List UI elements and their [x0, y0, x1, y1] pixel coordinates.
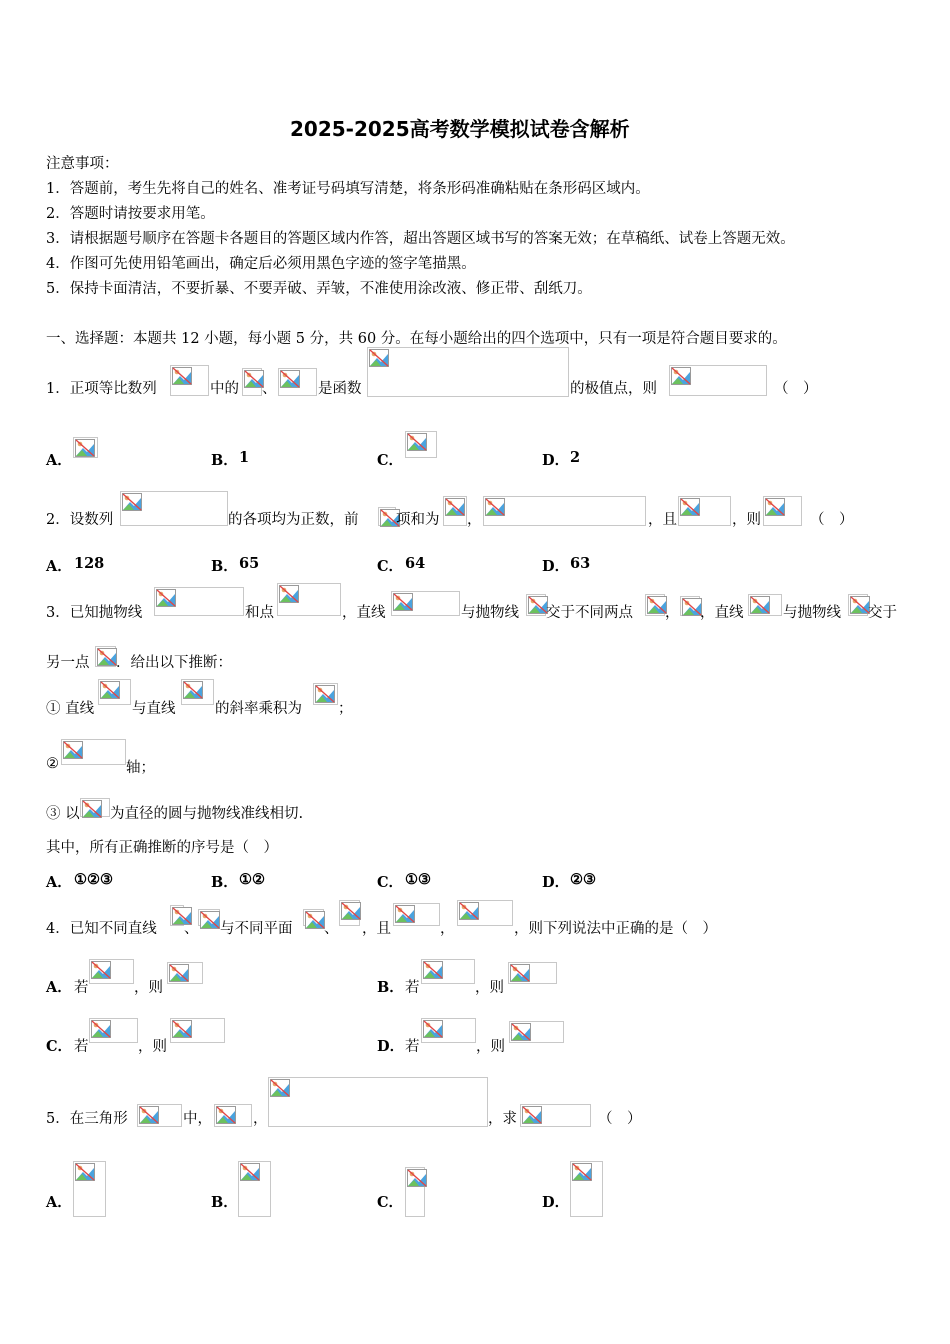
formula-image-icon [95, 646, 116, 667]
option-text: ，则 [134, 980, 163, 996]
q3-text: 和点 [245, 605, 274, 621]
option-label: A． [46, 979, 72, 996]
q4-text: 、 [184, 921, 199, 937]
option-label: D． [542, 874, 570, 891]
formula-image-icon [378, 507, 396, 526]
formula-image-icon [526, 594, 546, 616]
formula-image-icon [405, 431, 437, 458]
formula-image-icon [170, 905, 184, 926]
option-value: ①② [239, 871, 265, 888]
formula-image-icon [73, 1161, 106, 1217]
option-value: 2 [570, 449, 581, 466]
q1-text: 的极值点，则 [570, 381, 657, 397]
formula-image-icon [214, 1104, 252, 1127]
q4-text: 、 [324, 921, 339, 937]
option-label: B． [211, 452, 238, 469]
q3-text: 与抛物线 [783, 605, 841, 621]
q2-text: 的各项均为正数，前 [228, 512, 359, 528]
option-value: ①③ [405, 871, 431, 888]
q3-item-1: 的斜率乘积为 [215, 701, 302, 717]
formula-image-icon [645, 594, 665, 616]
q2-paren: （ ） [810, 512, 854, 528]
formula-image-icon [154, 587, 244, 616]
option-value: 64 [405, 555, 426, 572]
formula-image-icon [303, 909, 324, 926]
formula-image-icon [61, 739, 126, 765]
q3-item-3: 为直径的圆与抛物线准线相切. [110, 806, 304, 822]
q3-item-1: ① 直线 [46, 701, 95, 717]
option-label: C． [377, 558, 404, 575]
formula-image-icon [242, 368, 262, 396]
formula-image-icon [89, 959, 134, 984]
q2-text: ， [467, 512, 482, 528]
formula-image-icon [393, 903, 440, 926]
q3-text: 与抛物线 [461, 605, 519, 621]
formula-image-icon [181, 679, 214, 705]
formula-image-icon [170, 365, 209, 396]
formula-image-icon [421, 959, 475, 984]
q3-text: ，直线 [342, 605, 386, 621]
q5-text: ， [253, 1111, 268, 1127]
formula-image-icon [98, 679, 131, 705]
formula-image-icon [763, 496, 802, 526]
q1-text: 1．正项等比数列 [46, 381, 157, 397]
option-value: 128 [74, 555, 105, 572]
q4-text: ， [440, 921, 455, 937]
option-text: 若 [74, 1039, 89, 1055]
formula-image-icon [80, 798, 110, 817]
option-value: 1 [239, 449, 250, 466]
note-item: 5．保持卡面清洁，不要折暴、不要弄破、弄皱，不准使用涂改液、修正带、刮纸刀。 [46, 281, 592, 297]
option-value: ①②③ [74, 871, 113, 888]
note-item: 2．答题时请按要求用笔。 [46, 206, 215, 222]
note-item: 4．作图可先使用铅笔画出，确定后必须用黑色字迹的签字笔描黑。 [46, 256, 476, 272]
q3-text: 另一点 [46, 655, 90, 671]
option-label: D． [377, 1038, 405, 1055]
formula-image-icon [268, 1077, 488, 1127]
q3-text: 交于 [868, 605, 897, 621]
option-text: 若 [405, 1039, 420, 1055]
formula-image-icon [198, 909, 220, 926]
option-label: D． [542, 452, 570, 469]
formula-image-icon [278, 368, 317, 396]
option-value: 63 [570, 555, 591, 572]
formula-image-icon [483, 496, 646, 526]
formula-image-icon [120, 491, 228, 526]
q3-item-2: 轴； [126, 760, 155, 776]
formula-image-icon [678, 496, 731, 526]
formula-image-icon [680, 596, 700, 616]
formula-image-icon [748, 594, 782, 616]
q1-paren: （ ） [774, 381, 818, 397]
option-label: C． [377, 1194, 404, 1211]
q5-text: 5．在三角形 [46, 1111, 128, 1127]
option-text: 若 [405, 980, 420, 996]
section-heading: 一、选择题：本题共 12 小题，每小题 5 分，共 60 分。在每小题给出的四个选项中，只有一项是符合题目要求的。 [46, 331, 787, 347]
formula-image-icon [367, 347, 569, 397]
q4-text: 4．已知不同直线 [46, 921, 157, 937]
option-label: D． [542, 1194, 570, 1211]
q3-text: 交于不同两点 [546, 605, 633, 621]
q3-item-2: ② [46, 756, 59, 772]
formula-image-icon [137, 1104, 182, 1127]
note-item: 3．请根据题号顺序在答题卡各题目的答题区域内作答，超出答题区域书写的答案无效；在草稿纸、试卷上答题无效。 [46, 231, 795, 247]
option-label: C． [46, 1038, 73, 1055]
formula-image-icon [509, 1021, 564, 1043]
page-title: 2025-2025高考数学模拟试卷含解析 [290, 117, 630, 141]
formula-image-icon [167, 962, 203, 984]
option-label: B． [211, 1194, 238, 1211]
formula-image-icon [73, 437, 98, 458]
q3-item-3: ③ 以 [46, 806, 80, 822]
option-label: C． [377, 874, 404, 891]
option-label: A． [46, 874, 72, 891]
formula-image-icon [89, 1018, 138, 1043]
option-text: 若 [74, 980, 89, 996]
option-label: B． [211, 558, 238, 575]
option-value: ②③ [570, 871, 596, 888]
q3-text: ．给出以下推断： [116, 655, 232, 671]
option-label: A． [46, 452, 72, 469]
q3-text: ， [665, 605, 680, 621]
option-label: A． [46, 1194, 72, 1211]
formula-image-icon [848, 594, 868, 616]
q1-text: 、 [262, 381, 277, 397]
option-label: A． [46, 558, 72, 575]
formula-image-icon [170, 1018, 225, 1043]
q4-text: ，且 [362, 921, 391, 937]
option-text: ，则 [475, 980, 504, 996]
q1-text: 是函数 [318, 381, 362, 397]
option-value: 65 [239, 555, 260, 572]
formula-image-icon [520, 1104, 591, 1127]
q2-text: ，且 [648, 512, 677, 528]
formula-image-icon [339, 900, 360, 926]
formula-image-icon [391, 591, 460, 616]
q3-ask: 其中，所有正确推断的序号是（ ） [46, 840, 278, 856]
option-text: ，则 [138, 1039, 167, 1055]
q4-text: ，则下列说法中正确的是（ ） [514, 921, 717, 937]
q5-text: ，求 [488, 1111, 517, 1127]
note-item: 1．答题前，考生先将自己的姓名、准考证号码填写清楚，将条形码准确粘贴在条形码区域内。 [46, 181, 650, 197]
formula-image-icon [669, 365, 767, 396]
q2-text: ，则 [732, 512, 761, 528]
formula-image-icon [405, 1167, 425, 1217]
q3-item-1: 与直线 [132, 701, 176, 717]
option-label: B． [211, 874, 238, 891]
q2-text: 2．设数列 [46, 512, 114, 528]
q5-paren: （ ） [598, 1111, 642, 1127]
formula-image-icon [457, 900, 513, 926]
q5-text: 中， [183, 1111, 212, 1127]
q3-text: 3．已知抛物线 [46, 605, 143, 621]
formula-image-icon [443, 496, 467, 526]
option-text: ，则 [476, 1039, 505, 1055]
option-label: B． [377, 979, 404, 996]
formula-image-icon [421, 1018, 476, 1043]
formula-image-icon [238, 1161, 271, 1217]
q2-text: 项和为 [396, 512, 440, 528]
option-label: C． [377, 452, 404, 469]
q1-text: 中的 [210, 381, 239, 397]
formula-image-icon [313, 683, 338, 705]
option-label: D． [542, 558, 570, 575]
q3-item-1: ； [338, 701, 353, 717]
notes-heading: 注意事项： [46, 156, 119, 172]
formula-image-icon [277, 583, 341, 616]
formula-image-icon [508, 962, 557, 984]
q4-text: 与不同平面 [220, 921, 293, 937]
q3-text: ，直线 [700, 605, 744, 621]
formula-image-icon [570, 1161, 603, 1217]
